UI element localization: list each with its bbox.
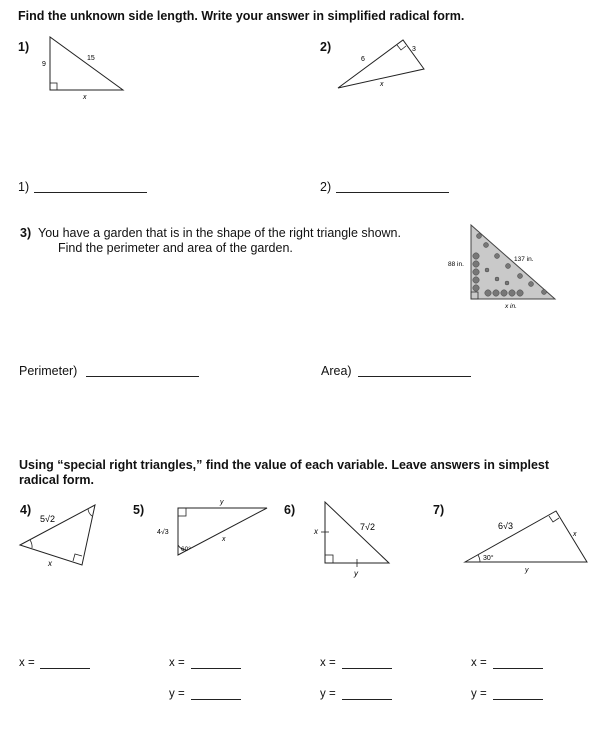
problem-6-number: 6) (284, 503, 296, 517)
p6-x-label: x (314, 527, 318, 536)
p7-x-label: x (573, 531, 577, 538)
section2-heading-line1: Using “special right triangles,” find the value of each variable. Leave answers in simplest (19, 458, 550, 472)
p6-hyp-label: 7√2 (360, 522, 375, 532)
p2-x-label: x (380, 81, 384, 88)
p5-x-label: x (222, 536, 226, 543)
p6-y-label: y (354, 569, 358, 578)
section2-heading-line2: radical form. (19, 473, 95, 487)
p5-y-answer-label: y = (169, 688, 185, 700)
answer-1-label: 1) (18, 180, 30, 194)
p1-side-label: 9 (42, 61, 46, 68)
p7-angle-label: 30° (483, 555, 494, 562)
section1-heading: Find the unknown side length. Write your answer in simplified radical form. (18, 9, 465, 23)
p6-x-answer-line[interactable] (342, 668, 392, 669)
p4-x-label: x (48, 559, 52, 568)
p2-side-a-label: 6 (361, 56, 365, 63)
p6-y-answer-label: y = (320, 688, 336, 700)
p4-x-answer-label: x = (19, 657, 35, 669)
p6-x-answer-label: x = (320, 657, 336, 669)
problem-3-text-line1: You have a garden that is in the shape of the right triangle shown. (38, 226, 401, 240)
p7-side-label: 6√3 (498, 521, 513, 531)
p7-y-label: y (525, 567, 529, 574)
problem-1-number: 1) (18, 40, 30, 54)
perimeter-label: Perimeter) (19, 364, 78, 378)
p5-x-answer-label: x = (169, 657, 185, 669)
garden-hyp-label: 137 in. (514, 256, 534, 263)
problem-3-number: 3) (20, 226, 32, 240)
p1-x-label: x (83, 94, 87, 101)
problem-5-number: 5) (133, 503, 145, 517)
p5-side-label: 4√3 (157, 529, 169, 536)
p5-y-answer-line[interactable] (191, 699, 241, 700)
area-label: Area) (321, 364, 352, 378)
garden-base-label: x in. (505, 303, 517, 310)
p7-y-answer-label: y = (471, 688, 487, 700)
answer-2-label: 2) (320, 180, 332, 194)
p7-x-answer-label: x = (471, 657, 487, 669)
p5-y-label: y (220, 499, 224, 506)
p6-y-answer-line[interactable] (342, 699, 392, 700)
problem-2-number: 2) (320, 40, 332, 54)
problem-4-number: 4) (20, 503, 32, 517)
p7-x-answer-line[interactable] (493, 668, 543, 669)
p1-hyp-label: 15 (87, 55, 95, 62)
problem-7-number: 7) (433, 503, 445, 517)
p5-x-answer-line[interactable] (191, 668, 241, 669)
p4-x-answer-line[interactable] (40, 668, 90, 669)
p7-y-answer-line[interactable] (493, 699, 543, 700)
p5-angle-label: 60° (181, 546, 191, 553)
p2-side-b-label: 3 (412, 46, 416, 53)
garden-leg-label: 88 in. (448, 261, 464, 268)
p4-side-label: 5√2 (40, 514, 55, 524)
problem-3-text-line2: Find the perimeter and area of the garden. (58, 241, 293, 255)
